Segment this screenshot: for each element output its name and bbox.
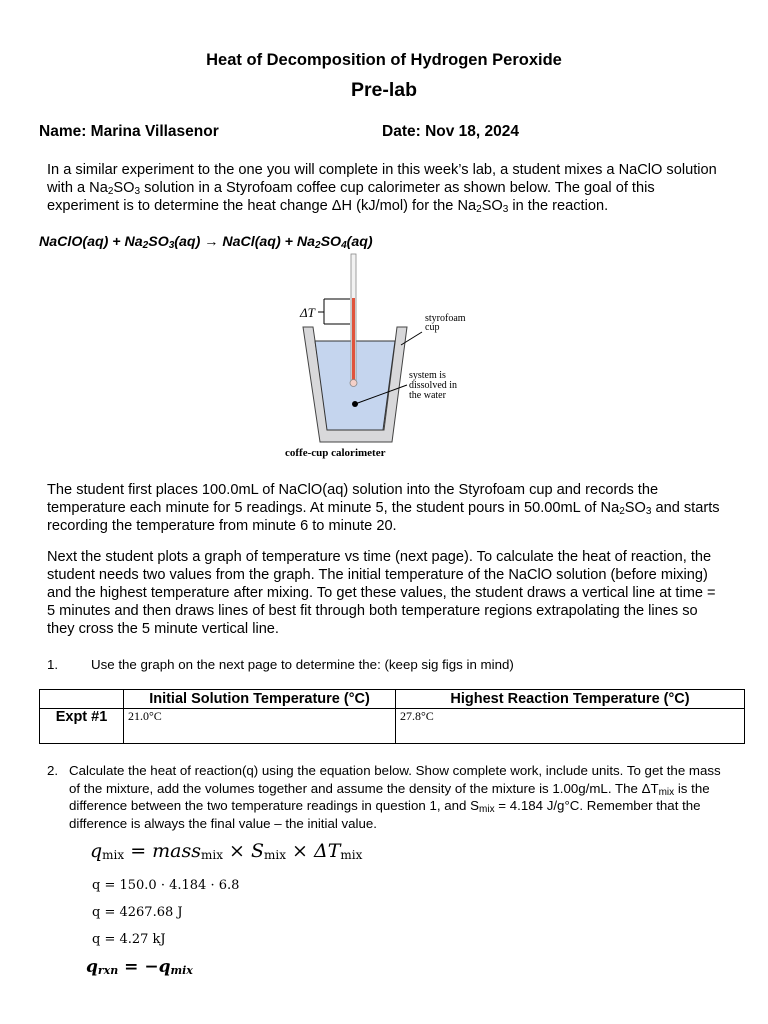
intro-paragraph: In a similar experiment to the one you will complete in this week’s lab, a student mixes a NaClO solution with a $Na_2SO_3$ solution in a Styrofoam coffee cup calorimeter as shown below. The goal of this experiment is to determine the heat change ΔH (kJ/mol) for the $Na_2SO_3$ in the reaction. (47, 162, 717, 215)
date: Date: Nov 18, 2024 (382, 123, 519, 140)
table-header-highest: Highest Reaction Temperature (°C) (396, 690, 745, 709)
graph-paragraph: Next the student plots a graph of temperature vs time (next page). To calculate the heat of reaction, the student needs two values from the graph. The initial temperature of the NaClO solution (before mixing) and the highest temperature after mixing. To get these values, the student draws a vertical line at time = 5 minutes and then draws lines of best fit through both temperature regions extrapolating the lines so they cross the 5 minute vertical line. (47, 549, 716, 637)
table-row (40, 709, 745, 744)
question-1-number: 1. (47, 657, 59, 672)
table-header-initial: Initial Solution Temperature (°C) (124, 690, 396, 709)
initial-temperature-cell[interactable]: 21.0°C (124, 709, 396, 744)
delta-t-label: ΔT (300, 305, 315, 320)
calorimeter-diagram (280, 250, 480, 460)
procedure-paragraph: The student first places 100.0mL of NaClO(aq) solution into the Styrofoam cup and records the temperature each minute for 5 readings. At minute 5, the student pours in 50.00mL of $Na_2SO_3$ and starts recording the temperature from minute 6 to minute 20. (47, 482, 720, 534)
results-table (39, 689, 745, 744)
work-line-2: q = 4267.68 J (92, 905, 183, 920)
styrofoam-label-line1: styrofoam (425, 313, 466, 324)
system-label-line3: the water (409, 390, 446, 401)
styrofoam-label-line2: cup (425, 322, 440, 333)
reaction-heat-formula: $q_{rxn} = -q_{mix}$ (86, 957, 193, 977)
document-subtitle: Pre-lab (350, 79, 418, 101)
system-label-line1: system is (409, 370, 446, 381)
work-line-3: q = 4.27 kJ (92, 932, 166, 947)
table-header-blank (40, 690, 124, 709)
work-line-1: q = 150.0 · 4.184 · 6.8 (92, 878, 240, 893)
figure-caption: coffe-cup calorimeter (285, 447, 386, 459)
document-title: Heat of Decomposition of Hydrogen Peroxide (206, 51, 562, 69)
question-1-text: Use the graph on the next page to determine the: (keep sig figs in mind) (91, 657, 514, 672)
question-2-text: Calculate the heat of reaction(q) using the equation below. Show complete work, include units. To get the mass of the mixture, add the volumes together and assume the density of the mixture is 1.00g/mL. The $\Delta T_{mix}$ is the difference between the two temperature readings in question 1, and $S_{mix} = 4.184$ J/g°C. Remember that the difference is always the final value – the initial value. (69, 763, 721, 831)
question-2-number: 2. (47, 763, 59, 778)
reaction-equation: NaClO(aq) + $Na_2SO_3(aq)$ → NaCl(aq) + $Na_2SO_4(aq)$ (39, 234, 373, 251)
system-label-line2: dissolved in (409, 380, 458, 391)
student-name: Name: Marina Villasenor (39, 123, 219, 140)
heat-formula: $q_{mix}$ = mass$_{mix}$ × $S_{mix} \times \Delta T_{mix}$ (90, 840, 363, 862)
highest-temperature-cell[interactable]: 27.8°C (396, 709, 745, 744)
row-label: Expt #1 (40, 709, 124, 744)
